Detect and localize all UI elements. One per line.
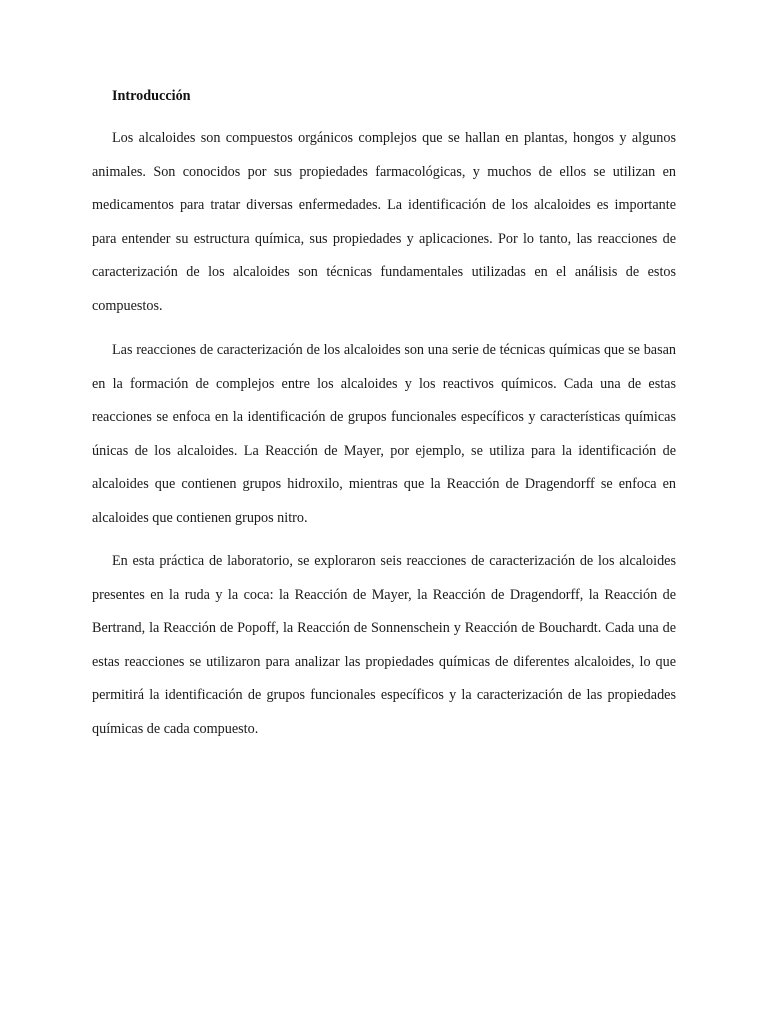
section-heading: Introducción xyxy=(112,88,191,104)
paragraph-1-block xyxy=(92,122,676,323)
paragraph-2-block xyxy=(92,334,676,535)
paragraph-3: En esta práctica de laboratorio, se exploraron seis reacciones de caracterización de los alcaloides presentes en la ruda y la coca: la Reacción de Mayer, la Reacción de Dragendorff, la Reacción de Bertrand, la Reacción de Popoff, la Reacción de Sonnenschein y Reacción de Bouchardt. Cada una de estas reacciones se utilizaron para analizar las propiedades químicas de diferentes alcaloides, lo que permitirá la identificación de grupos funcionales específicos y la caracterización de las propiedades químicas de cada compuesto. xyxy=(92,553,676,737)
paragraph-1: Los alcaloides son compuestos orgánicos complejos que se hallan en plantas, hongos y algunos animales. Son conocidos por sus propiedades farmacológicas, y muchos de ellos se utilizan en medicamentos para tratar diversas enfermedades. La identificación de los alcaloides es importante para entender su estructura química, sus propiedades y aplicaciones. Por lo tanto, las reacciones de caracterización de los alcaloides son técnicas fundamentales utilizadas en el análisis de estos compuestos. xyxy=(92,130,676,314)
paragraph-2: Las reacciones de caracterización de los alcaloides son una serie de técnicas químicas que se basan en la formación de complejos entre los alcaloides y los reactivos químicos. Cada una de estas reacciones se enfoca en la identificación de grupos funcionales específicos y características químicas únicas de los alcaloides. La Reacción de Mayer, por ejemplo, se utiliza para la identificación de alcaloides que contienen grupos hidroxilo, mientras que la Reacción de Dragendorff se enfoca en alcaloides que contienen grupos nitro. xyxy=(92,342,676,526)
paragraph-3-block xyxy=(92,545,676,746)
